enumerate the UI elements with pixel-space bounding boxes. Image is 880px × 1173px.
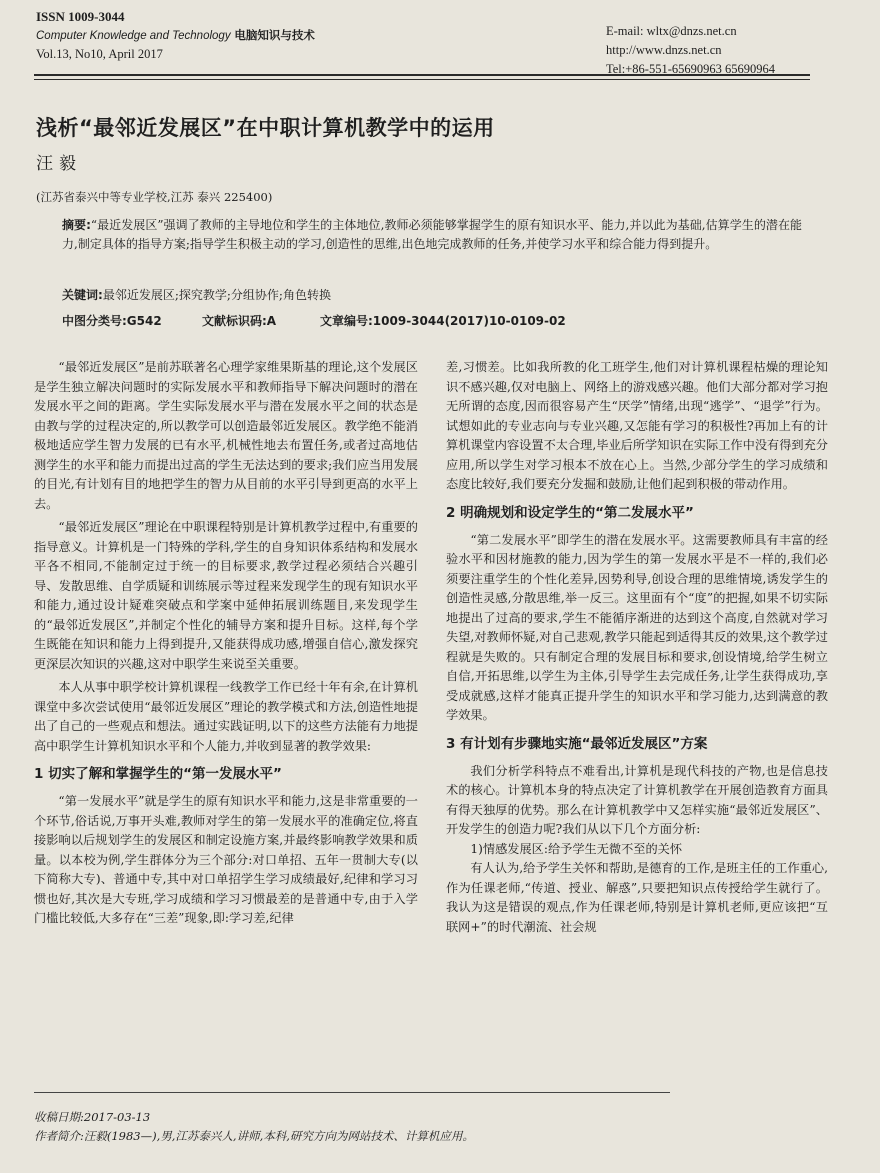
article-title: 浅析“最邻近发展区”在中职计算机教学中的运用 [36,116,495,140]
section-heading-3: 3 有计划有步骤地实施“最邻近发展区”方案 [446,735,708,752]
header-rule [34,74,810,76]
right-column [446,358,828,937]
header-rule-thin [34,79,810,80]
abstract-label: 摘要: [62,218,91,232]
article-author: 汪毅 [36,154,82,174]
paragraph: “最邻近发展区”理论在中职课程特别是计算机教学过程中,有重要的指导意义。计算机是一门特殊的学科,学生的自身知识体系结构和发展水平各不相同,不能制定过于统一的目标要求,教学过程必须结合兴趣引导、发散思维、自学质疑和训练展示等过程来发现学生的现有知识水平和能力,通过设计疑难突破点和学案中延伸拓展训练题目,来发现学生的“最邻近发展区”,并制定个性化的辅导方案和提升目标。这样,每个学生既能在知识和能力上得到提升,又能获得成功感,增强自信心,激发探究更深层次知识的兴趣,这对中职学生来说至关重要。 [34,520,418,671]
abstract [62,216,802,254]
journal-header-right [606,22,775,79]
journal-name [36,26,315,45]
paragraph: 我们分析学科特点不难看出,计算机是现代科技的产物,也是信息技术的核心。计算机本身的特点决定了计算机教学在开展创造教育方面具有得天独厚的优势。那么在计算机教学中又怎样实施“最邻近发展区”、开发学生的创造力呢?我们从以下几个方面分析: [446,763,828,836]
keywords [62,286,331,303]
section-heading-2: 2 明确规划和设定学生的“第二发展水平” [446,504,694,521]
journal-name-en: Computer Knowledge and Technology [36,30,231,42]
website: http://www.dnzs.net.cn [606,43,722,57]
paragraph: “最邻近发展区”是前苏联著名心理学家维果斯基的理论,这个发展区是学生独立解决问题时的实际发展水平和教师指导下解决问题时的潜在发展水平之间的距离。学生实际发展水平与潜在发展水平之间的状态是由教与学的过程决定的,所以教学可以创造最邻近发展区。教学绝不能消极地适应学生智力发展的已有水平,机械性地去布置任务,或者过高地估测学生的水平和能力而提出过高的学生无法达到的要求;我们应当用发展的目光,有计划有目的地把学生的智力从目前的水平引导到更高的水平上去。 [34,360,418,511]
keywords-label: 关键词: [62,288,103,302]
author-affiliation: (江苏省泰兴中等专业学校,江苏 泰兴 225400) [36,190,273,204]
keywords-text: 最邻近发展区;探究教学;分组协作;角色转换 [102,288,331,302]
paragraph: 差,习惯差。比如我所教的化工班学生,他们对计算机课程枯燥的理论知识不感兴趣,仅对电脑上、网络上的游戏感兴趣。他们大部分都对学习抱无所谓的态度,因而很容易产生“厌学”情绪,出现“逃学”、“退学”行为。试想如此的专业志向与专业兴趣,又怎能有学习的积极性?再加上有的计算机课堂内容设置不太合理,毕业后所学知识在实际工作中没有得到充分应用,所以学生对学习根本不放在心上。当然,少部分学生的学习成绩和态度比较好,我们要充分发掘和鼓励,让他们起到积极的带动作用。 [446,360,828,491]
footnote-rule [34,1092,670,1093]
email: E-mail: wltx@dnzs.net.cn [606,24,737,38]
issn: ISSN 1009-3044 [36,9,125,24]
section-heading-1: 1 切实了解和掌握学生的“第一发展水平” [34,766,282,782]
article-number: 文章编号:1009-3044(2017)10-0109-02 [320,314,566,328]
telephone: Tel:+86-551-65690963 65690964 [606,62,776,76]
journal-header-left [36,8,315,63]
subheading: 1)情感发展区:给予学生无微不至的关怀 [470,841,683,856]
left-column [34,358,418,929]
paragraph: “第二发展水平”即学生的潜在发展水平。这需要教师具有丰富的经验水平和因材施教的能力,因为学生的第一发展水平是不一样的,我们必须要注重学生的个性化差异,因势利导,创设合理的思维情境,诱发学生的创造性灵感,分散思维,举一反三。这里面有个“度”的把握,如果不切实际地提出了过高的要求,学生不能循序渐进的达到这个高度,自然就对学习失望,对教师怀疑,对自己悲观,教学只能起到适得其反的效果,这个教学过程就是失败的。只有制定合理的发展目标和要求,创设情境,给学生树立自信,开拓思维,以学生为主体,引导学生去完成任务,让学生获得成功,享受成就感,这样才能真正提升学生的知识水平和学习能力,达到满意的教学效果。 [446,532,828,722]
journal-name-cn: 电脑知识与技术 [234,28,315,42]
received-date: 收稿日期:2017-03-13 [34,1110,151,1124]
abstract-text: “最近发展区”强调了教师的主导地位和学生的主体地位,教师必须能够掌握学生的原有知识水平、能力,并以此为基础,估算学生的潜在能力,制定具体的指导方案;指导学生积极主动的学习,创造性的思维,出色地完成教师的任务,并使学习水平和综合能力得到提升。 [62,218,802,251]
paragraph: 本人从事中职学校计算机课程一线教学工作已经十年有余,在计算机课堂中多次尝试使用“最邻近发展区”理论的教学模式和方法,创造性地提出了自己的一些观点和想法。通过实践证明,以下的这些方法能有力地提高中职学生计算机知识水平和个人能力,并收到显著的教学效果: [34,680,418,753]
paragraph: “第一发展水平”就是学生的原有知识水平和能力,这是非常重要的一个环节,俗话说,万事开头难,教师对学生的第一发展水平的准确定位,将直接影响以后规划学生的发展区和制定设施方案,并最终影响教学效果和质量。以本校为例,学生群体分为三个部分:对口单招、五年一贯制大专(以下简称大专)、普通中专,其中对口单招学生学习成绩最好,纪律和学习习惯也好,其次是大专班,学习成绩和学习习惯最差的是普通中专,由于入学门槛比较低,大多存在“三差”现象,即:学习差,纪律 [34,794,418,925]
clc-number: 中图分类号:G542 [62,314,162,328]
volume-issue: Vol.13, No10, April 2017 [36,47,163,61]
author-bio: 作者简介:汪毅(1983—),男,江苏泰兴人,讲师,本科,研究方向为网站技术、计算机应用。 [34,1129,474,1143]
footnote [34,1108,474,1146]
document-code: 文献标识码:A [202,314,277,328]
paragraph: 有人认为,给予学生关怀和帮助,是德育的工作,是班主任的工作重心,作为任课老师,“传道、授业、解惑”,只要把知识点传授给学生就行了。我认为这是错误的观点,作为任课老师,特别是计算机老师,更应该把“互联网+”的时代潮流、社会规 [446,861,828,934]
